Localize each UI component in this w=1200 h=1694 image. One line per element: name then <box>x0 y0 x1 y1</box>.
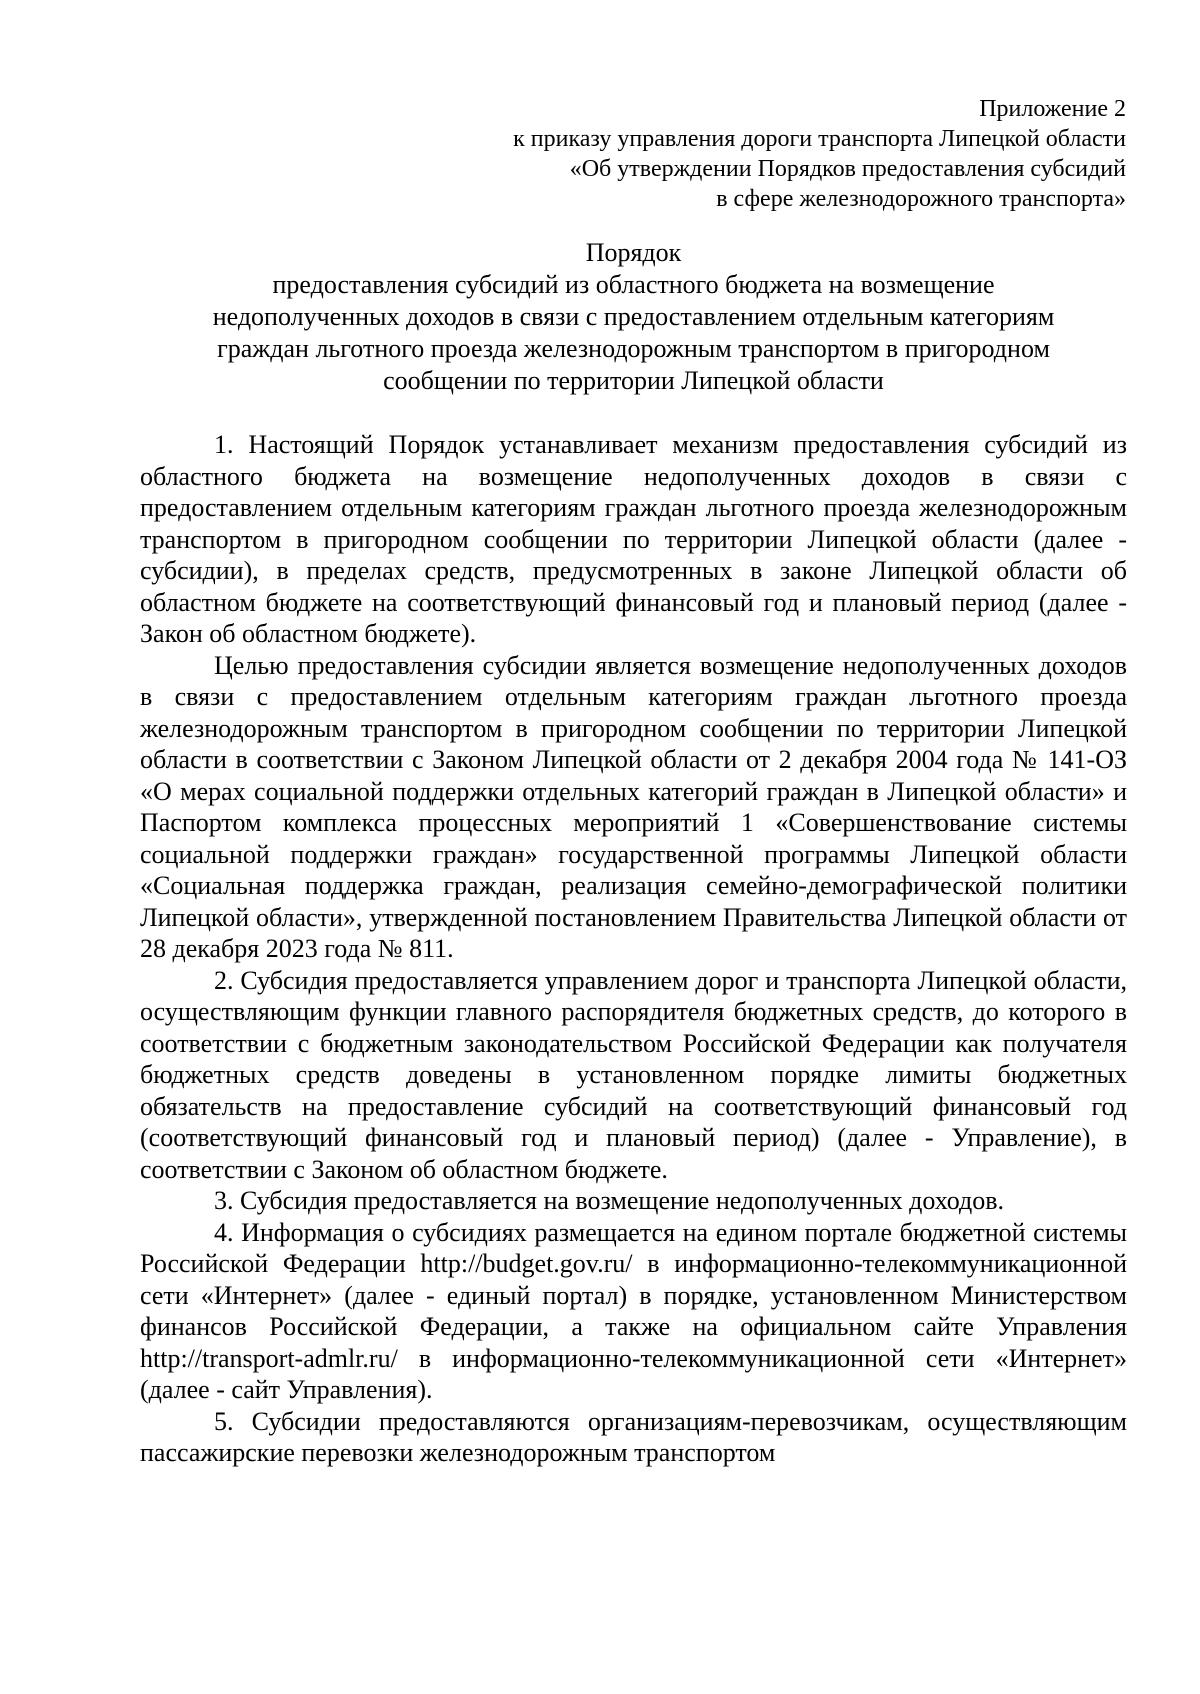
appendix-line: к приказу управления дороги транспорта Липецкой области <box>513 126 1126 152</box>
appendix-header <box>366 94 1126 214</box>
title-line: сообщении по территории Липецкой области <box>383 366 884 395</box>
paragraph-purpose: Целью предоставления субсидии является возмещение недополученных доходов в связи с предоставлением отдельным категориям граждан льготного проезда железнодорожным транспортом в пригородном сообщении по территории Липецкой области в соответствии с Законом Липецкой области от 2 декабря 2004 года № 141-ОЗ «О мерах социальной поддержки отдельных категорий граждан в Липецкой области» и Паспортом комплекса процессных мероприятий 1 «Совершенствование системы социальной поддержки граждан» государственной программы Липецкой области «Социальная поддержка граждан, реализация семейно-демографической политики Липецкой области», утвержденной постановлением Правительства Липецкой области от 28 декабря 2023 года № 811. <box>140 650 1127 963</box>
appendix-line: Приложение 2 <box>979 96 1126 122</box>
document-body <box>140 429 1127 1469</box>
appendix-line: «Об утверждении Порядков предоставления субсидий <box>569 156 1126 182</box>
title-line: недополученных доходов в связи с предоставлением отдельным категориям <box>212 302 1055 331</box>
paragraph-3: 3. Субсидия предоставляется на возмещение недополученных доходов. <box>214 1186 1004 1215</box>
paragraph-2: 2. Субсидия предоставляется управлением дорог и транспорта Липецкой области, осуществляющим функции главного распорядителя бюджетных средств, до которого в соответствии с бюджетным законодательством Российской Федерации как получателя бюджетных средств доведены в установленном порядке лимиты бюджетных обязательств на предоставление субсидий на соответствующий финансовый год (соответствующий финансовый год и плановый период) (далее - Управление), в соответствии с Законом об областном бюджете. <box>140 965 1127 1184</box>
title-line: граждан льготного проезда железнодорожным транспортом в пригородном <box>217 334 1050 363</box>
paragraph-5: 5. Субсидии предоставляются организациям-перевозчикам, осуществляющим пассажирские перевозки железнодорожным транспортом <box>140 1406 1127 1467</box>
title-heading: Порядок <box>585 238 682 267</box>
document-title <box>140 237 1127 397</box>
paragraph-1: 1. Настоящий Порядок устанавливает механизм предоставления субсидий из областного бюджета на возмещение недополученных доходов в связи с предоставлением отдельным категориям граждан льготного проезда железнодорожным транспортом в пригородном сообщении по территории Липецкой области (далее - субсидии), в пределах средств, предусмотренных в законе Липецкой области об областном бюджете на соответствующий финансовый год и плановый период (далее - Закон об областном бюджете). <box>140 430 1127 648</box>
paragraph-4: 4. Информация о субсидиях размещается на едином портале бюджетной системы Российской Федерации http://budget.gov.ru/ в информационно-телекоммуникационной сети «Интернет» (далее - единый портал) в порядке, установленном Министерством финансов Российской Федерации, а также на официальном сайте Управления http://transport-admlr.ru/ в информационно-телекоммуникационной сети «Интернет» (далее - сайт Управления). <box>140 1217 1127 1404</box>
appendix-line: в сфере железнодорожного транспорта» <box>716 186 1126 212</box>
title-line: предоставления субсидий из областного бюджета на возмещение <box>272 270 995 299</box>
